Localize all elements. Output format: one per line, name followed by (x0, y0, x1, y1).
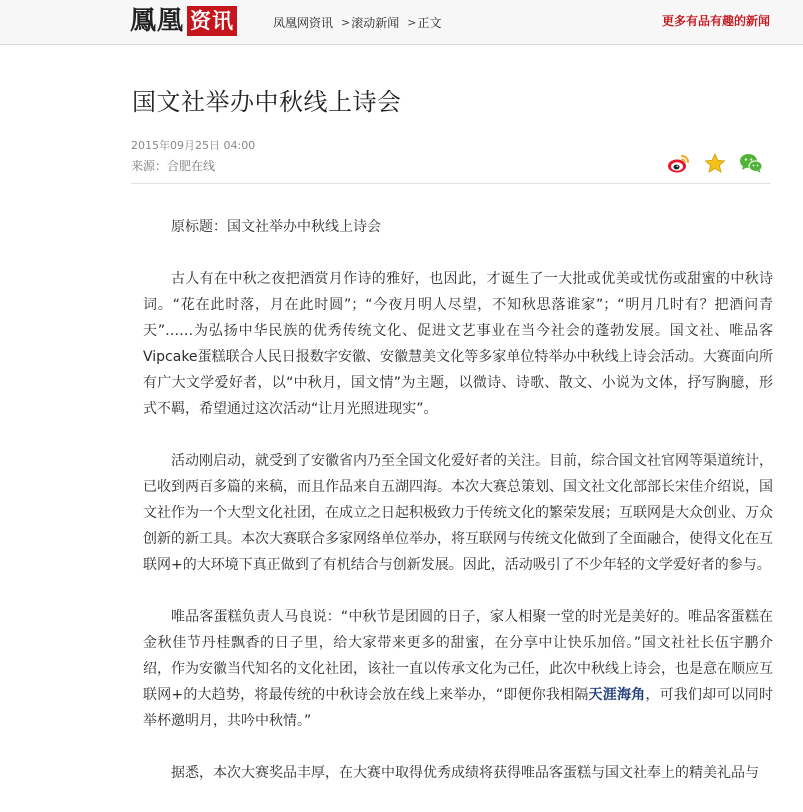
source-label: 来源： (131, 159, 168, 173)
source-link[interactable]: 合肥在线 (167, 159, 216, 173)
article-paragraph: 活动刚启动，就受到了安徽省内乃至全国文化爱好者的关注。目前，综合国文社官网等渠道统计，已收到两百多篇的来稿，而且作品来自五湖四海。本次大赛总策划、国文社文化部部长宋佳介绍说，国文社作为一个大型文化社团，在成立之日起积极致力于传统文化的繁荣发展；互联网是大众创业、万众创新的新工具。本次大赛联合多家网络单位举办，将互联网与传统文化做到了全面融合，使得文化在互联网+的大环境下真正做到了有机结合与创新发展。因此，活动吸引了不少年轻的文学爱好者的参与。 (143, 453, 773, 573)
logo-news-tag: 资讯 (187, 6, 237, 36)
more-news-link[interactable]: 更多有品有趣的新闻 (661, 14, 770, 28)
article-body (143, 214, 773, 812)
breadcrumb-separator: > (407, 16, 417, 29)
keyword-link[interactable]: 天涯海角 (588, 687, 646, 703)
header-divider (131, 183, 771, 184)
article-paragraph: 古人有在中秋之夜把酒赏月作诗的雅好，也因此，才诞生了一大批或优美或忧伤或甜蜜的中秋诗词。“花在此时落，月在此时圆”；“今夜月明人尽望，不知秋思落谁家”；“明月几时有？把酒问青天”……为弘扬中华民族的优秀传统文化、促进文艺事业在当今社会的蓬勃发展。国文社、唯品客Vipcake蛋糕联合人民日报数字安徽、安徽慧美文化等多家单位特举办中秋线上诗会活动。大赛面向所有广大文学爱好者，以“中秋月，国文情”为主题，以微诗、诗歌、散文、小说为文体，抒写胸臆，形式不羁，希望通过这次活动“让月光照进现实”。 (143, 271, 773, 417)
article-paragraph (143, 604, 773, 734)
top-navigation-bar (0, 0, 803, 45)
article-source (131, 157, 215, 174)
breadcrumb (273, 14, 441, 31)
article-paragraph: 据悉，本次大赛奖品丰厚，在大赛中取得优秀成绩将获得唯品客蛋糕与国文社奉上的精美礼品与 (171, 765, 759, 781)
breadcrumb-separator: > (341, 16, 351, 29)
breadcrumb-current: 正文 (417, 16, 442, 30)
breadcrumb-rolling-news-link[interactable]: 滚动新闻 (351, 16, 400, 30)
share-toolbar (667, 152, 775, 174)
logo-wordmark: 鳳凰 (130, 6, 185, 36)
breadcrumb-home-link[interactable]: 凤凰网资讯 (273, 16, 334, 30)
weibo-icon[interactable] (667, 152, 691, 174)
publish-date: 2015年09月25日 04:00 (131, 139, 256, 152)
ifeng-news-logo[interactable] (130, 5, 237, 37)
paragraph-text: 唯品客蛋糕负责人马良说：“中秋节是团圆的日子，家人相聚一堂的时光是美好的。唯品客蛋糕在金秋佳节丹桂飘香的日子里，给大家带来更多的甜蜜，在分享中让快乐加倍。”国文社社长伍宇鹏介绍，作为安徽当代知名的文化社团，该社一直以传承文化为己任，此次中秋线上诗会，也是意在顺应互联网+的大趋势，将最传统的中秋诗会放在线上来举办，“即便你我相隔 (143, 609, 773, 703)
wechat-icon[interactable] (739, 152, 763, 174)
favorite-star-icon[interactable] (703, 152, 727, 174)
paragraph-text: ，可我们却可以同时举杯邀明月，共吟中秋情。” (143, 687, 774, 729)
article-title: 国文社举办中秋线上诗会 (132, 88, 402, 116)
article-paragraph: 原标题：国文社举办中秋线上诗会 (171, 219, 381, 235)
